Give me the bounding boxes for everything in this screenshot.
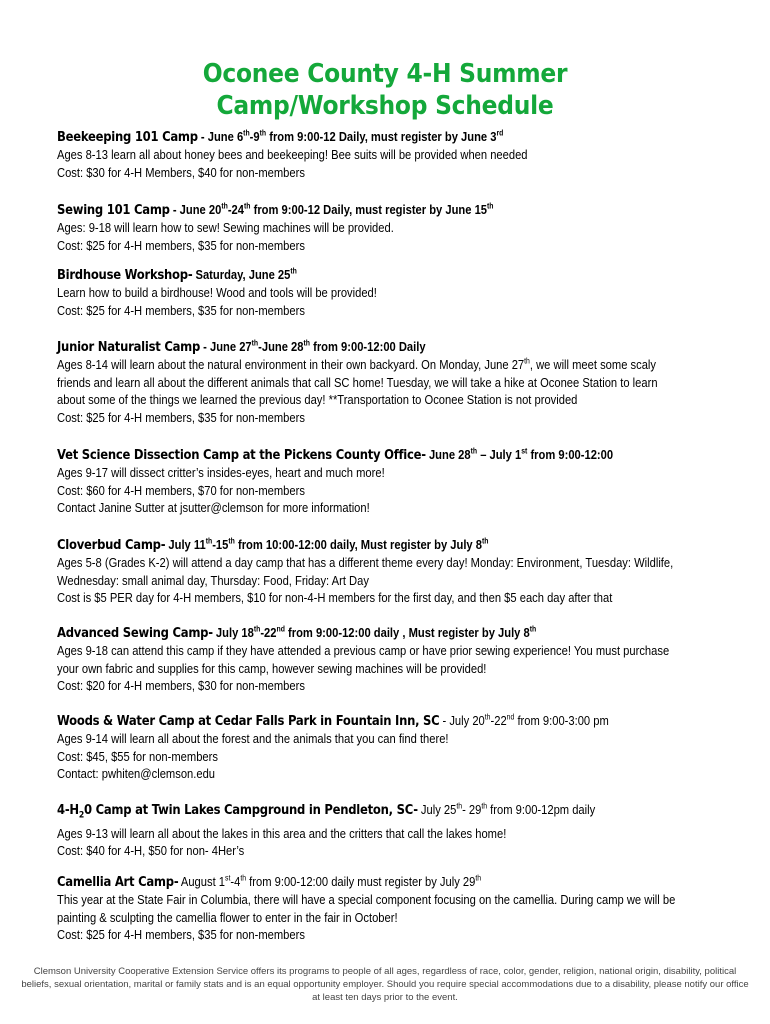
camp-name: Beekeeping 101 Camp: [57, 129, 198, 145]
camp-description: Ages 5-8 (Grades K-2) will attend a day camp that has a different theme every day! Monday: Environment, Tuesday: Wildlife,: [57, 555, 674, 570]
camp-cost: Cost is $5 PER day for 4-H members, $10 for non-4-H members for the first day, and then $5 each day after that: [57, 590, 613, 605]
camp-name: Cloverbud Camp-: [57, 537, 166, 553]
page-title-line-2: Camp/Workshop Schedule: [216, 91, 554, 121]
camp-name: Woods & Water Camp at Cedar Falls Park in Fountain Inn, SC: [57, 713, 440, 729]
camp-cost: Cost: $25 for 4-H members, $35 for non-members: [57, 237, 305, 253]
camp-woods-and-water: [57, 712, 737, 783]
camp-description: friends and learn all about the different animals that call SC home! Tuesday, we will take a hike at Oconee Station to learn: [57, 374, 658, 390]
camp-contact: Contact Janine Sutter at jsutter@clemson for more information!: [57, 500, 370, 515]
camp-description: Ages 9-18 can attend this camp if they have attended a previous camp or have prior sewing experience! You must purchase: [57, 643, 670, 658]
camp-heading: $4-H_20$ Camp at Twin Lakes Campground in Pendleton, SC- July 25th- 29th from 9:00-12pm daily: [57, 801, 596, 821]
camp-heading: Cloverbud Camp- July 11th-15th from 10:00-12:00 daily, Must register by July 8th: [57, 536, 489, 553]
camp-junior-naturalist: [57, 338, 737, 426]
camp-advanced-sewing: [57, 624, 737, 695]
camp-name: Vet Science Dissection Camp at the Pickens County Office-: [57, 447, 426, 463]
camp-description: your own fabric and supplies for this camp, however sewing machines will be provided!: [57, 660, 487, 676]
camp-heading: Birdhouse Workshop- Saturday, June 25th: [57, 266, 297, 283]
camp-heading: Advanced Sewing Camp- July 18th-22nd from 9:00-12:00 daily , Must register by July 8th: [57, 624, 537, 641]
camp-description: Ages 8-13 learn all about honey bees and beekeeping! Bee suits will be provided when needed: [57, 147, 528, 162]
camp-heading: Sewing 101 Camp - June 20th-24th from 9:00-12 Daily, must register by June 15th: [57, 201, 494, 218]
camp-name: Sewing 101 Camp: [57, 202, 170, 218]
camp-cost: Cost: $25 for 4-H members, $35 for non-members: [57, 302, 305, 318]
camp-name: $4-H_20$ Camp at Twin Lakes Campground in Pendleton, SC-: [57, 802, 418, 821]
camp-description: Ages 8-14 will learn about the natural environment in their own backyard. On Monday, June 27th, we will meet some scaly: [57, 356, 657, 372]
camp-description: This year at the State Fair in Columbia, there will have a special component focusing on the camellia. During camp we will be: [57, 892, 676, 907]
camp-4-h2o: [57, 801, 737, 860]
camp-name: Camellia Art Camp-: [57, 874, 179, 890]
page-title-line-1: Oconee County 4-H Summer: [202, 59, 568, 89]
camp-heading: Junior Naturalist Camp - June 27th-June 28th from 9:00-12:00 Daily: [57, 338, 426, 355]
camp-description: Ages 9-13 will learn all about the lakes in this area and the critters that call the lakes home!: [57, 825, 507, 841]
camp-name: Birdhouse Workshop-: [57, 267, 193, 283]
camp-name: Advanced Sewing Camp-: [57, 625, 213, 641]
camp-beekeeping: [57, 128, 737, 181]
workshop-birdhouse: [57, 266, 737, 319]
camp-contact: Contact: pwhiten@clemson.edu: [57, 766, 216, 781]
camp-description: Ages 9-14 will learn all about the forest and the animals that you can find there!: [57, 731, 449, 746]
camp-heading: Beekeeping 101 Camp - June 6th-9th from 9:00-12 Daily, must register by June 3rd: [57, 128, 504, 145]
camp-cost: Cost: $25 for 4-H members, $35 for non-members: [57, 409, 305, 425]
camp-description: Wednesday: small animal day, Thursday: Food, Friday: Art Day: [57, 572, 369, 588]
camp-cost: Cost: $60 for 4-H members, $70 for non-members: [57, 482, 305, 498]
camp-description: Learn how to build a birdhouse! Wood and tools will be provided!: [57, 285, 377, 300]
camp-cost: Cost: $25 for 4-H members, $35 for non-members: [57, 927, 305, 942]
camp-cost: Cost: $20 for 4-H members, $30 for non-members: [57, 678, 305, 693]
camp-cost: Cost: $45, $55 for non-members: [57, 748, 218, 764]
camp-heading: Camellia Art Camp- August 1st-4th from 9:00-12:00 daily must register by July 29th: [57, 873, 482, 890]
camp-vet-science: [57, 446, 737, 517]
camp-description: Ages 9-17 will dissect critter’s insides-eyes, heart and much more!: [57, 465, 385, 480]
camp-description: about some of the things we learned the previous day! **Transportation to Oconee Station is not provided: [57, 392, 578, 407]
footer-disclaimer: Clemson University Cooperative Extension Service offers its programs to people of all ages, regardless of race, color, gender, religion, national origin, disability, political beliefs, sexual orientation, marital or family stats and is an equal opportunity employer. Should you require special accommodations due to a disability, please notify our office at least ten days prior to the event.: [21, 966, 749, 1003]
camp-name: Junior Naturalist Camp: [57, 339, 201, 355]
camp-description: painting & sculpting the camellia flower to enter in the fair in October!: [57, 909, 398, 925]
camp-camellia-art: [57, 873, 737, 944]
camp-heading: Woods & Water Camp at Cedar Falls Park in Fountain Inn, SC - July 20th-22nd from 9:00-3:00 pm: [57, 712, 609, 729]
camp-description: Ages: 9-18 will learn how to sew! Sewing machines will be provided.: [57, 220, 394, 235]
camp-heading: Vet Science Dissection Camp at the Pickens County Office- June 28th – July 1st from 9:00-12:00: [57, 446, 614, 463]
camp-sewing-101: [57, 201, 737, 254]
camp-cost: Cost: $40 for 4-H, $50 for non- 4Her’s: [57, 843, 245, 859]
camp-cost: Cost: $30 for 4-H Members, $40 for non-members: [57, 164, 305, 180]
camp-cloverbud: [57, 536, 737, 607]
